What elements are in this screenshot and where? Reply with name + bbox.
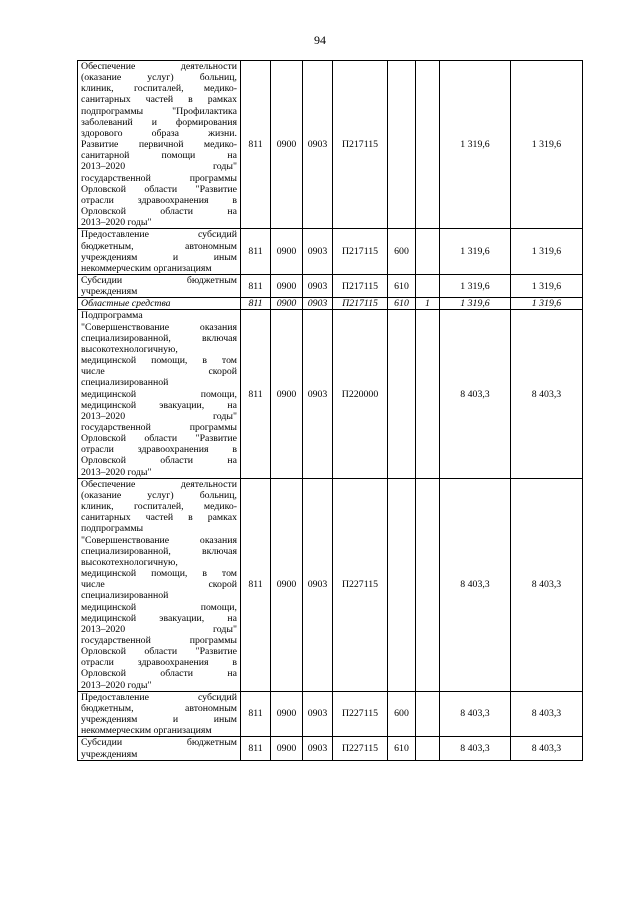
subsection-cell: 0903 — [303, 737, 333, 760]
amount-cell-2: 8 403,3 — [511, 478, 583, 691]
description-line: бюджетным, автономным — [81, 702, 237, 714]
table-row — [78, 274, 583, 297]
description-line: медицинской помощи, — [81, 388, 237, 400]
ved-cell: 811 — [241, 478, 271, 691]
target-article-cell: П227115 — [333, 737, 388, 760]
amount-cell-2: 1 319,6 — [511, 274, 583, 297]
amount-cell-2: 1 319,6 — [511, 229, 583, 275]
description-line: отрасли здравоохранения в — [81, 444, 237, 456]
description-line: санитарных частей в рамках — [81, 94, 237, 106]
description-line: числе скорой — [81, 366, 237, 378]
expense-type-cell: 610 — [388, 737, 416, 760]
description-line: Орловской области на — [81, 455, 237, 467]
description-line: здорового образа жизни. — [81, 127, 237, 139]
expense-type-cell: 600 — [388, 229, 416, 275]
description-cell — [78, 310, 241, 478]
source-cell — [416, 61, 440, 229]
target-article-cell: П217115 — [333, 229, 388, 275]
description-line: Субсидии бюджетным — [81, 274, 237, 286]
amount-cell: 1 319,6 — [440, 274, 511, 297]
source-cell — [416, 229, 440, 275]
description-line: Предоставление субсидий — [81, 691, 237, 703]
section-cell: 0900 — [271, 310, 303, 478]
amount-cell: 1 319,6 — [440, 61, 511, 229]
description-line: специализированной — [81, 377, 169, 389]
amount-cell-2: 1 319,6 — [511, 298, 583, 310]
amount-cell: 8 403,3 — [440, 310, 511, 478]
description-line: Подпрограмма — [81, 310, 143, 322]
amount-cell: 8 403,3 — [440, 478, 511, 691]
target-article-cell: П227115 — [333, 478, 388, 691]
description-line: Субсидии бюджетным — [81, 737, 237, 749]
table-row — [78, 478, 583, 691]
description-line: отрасли здравоохранения в — [81, 194, 237, 206]
subsection-cell: 0903 — [303, 229, 333, 275]
description-cell — [78, 478, 241, 691]
ved-cell: 811 — [241, 229, 271, 275]
description-line: Предоставление субсидий — [81, 229, 237, 241]
description-line: учреждениям и иным — [81, 714, 237, 726]
description-line: Орловской области "Развитие — [81, 183, 237, 195]
amount-cell: 8 403,3 — [440, 691, 511, 737]
description-line: клиник, госпиталей, медико- — [81, 83, 237, 95]
description-line: санитарных частей в рамках — [81, 512, 237, 524]
description-cell — [78, 274, 241, 297]
description-line: медицинской эвакуации, на — [81, 399, 237, 411]
description-line: государственной программы — [81, 634, 237, 646]
description-line: 2013–2020 годы" — [81, 217, 152, 229]
description-cell — [78, 691, 241, 737]
description-line: специализированной, включая — [81, 545, 237, 557]
description-line: "Совершенствование оказания — [81, 321, 237, 333]
amount-cell-2: 8 403,3 — [511, 310, 583, 478]
description-cell — [78, 298, 241, 310]
amount-cell-2: 8 403,3 — [511, 737, 583, 760]
description-line: государственной программы — [81, 422, 237, 433]
table-row — [78, 737, 583, 760]
description-line: Орловской области на — [81, 206, 237, 218]
section-cell: 0900 — [271, 298, 303, 310]
description-line: 2013–2020 годы" — [81, 410, 237, 422]
description-line: специализированной, включая — [81, 332, 237, 344]
budget-table — [77, 60, 583, 761]
source-cell — [416, 737, 440, 760]
description-line: Обеспечение деятельности — [81, 478, 237, 490]
ved-cell: 811 — [241, 298, 271, 310]
target-article-cell: П220000 — [333, 310, 388, 478]
page-number: 94 — [314, 33, 326, 47]
ved-cell: 811 — [241, 691, 271, 737]
expense-type-cell: 610 — [388, 274, 416, 297]
description-line: 2013–2020 годы" — [81, 466, 152, 478]
table-row — [78, 229, 583, 275]
description-line: учреждениям — [81, 286, 138, 298]
description-line: 2013–2020 годы" — [81, 679, 152, 691]
section-cell: 0900 — [271, 229, 303, 275]
ved-cell: 811 — [241, 61, 271, 229]
subsection-cell: 0903 — [303, 691, 333, 737]
ved-cell: 811 — [241, 274, 271, 297]
description-line: клиник, госпиталей, медико- — [81, 501, 237, 513]
description-line: "Совершенствование оказания — [81, 534, 237, 546]
table-row — [78, 298, 583, 310]
description-line: Орловской области "Развитие — [81, 433, 237, 445]
description-line: учреждениям и иным — [81, 251, 237, 263]
description-line: (оказание услуг) больниц, — [81, 489, 237, 501]
description-line: (оказание услуг) больниц, — [81, 72, 237, 84]
description-line: Орловской области "Развитие — [81, 646, 237, 658]
description-line: заболеваний и формирования — [81, 116, 237, 128]
table-row — [78, 310, 583, 478]
section-cell: 0900 — [271, 737, 303, 760]
target-article-cell: П217115 — [333, 298, 388, 310]
amount-cell: 1 319,6 — [440, 229, 511, 275]
description-line: медицинской помощи, в том — [81, 355, 237, 367]
description-line: учреждениям — [81, 748, 138, 760]
description-cell — [78, 229, 241, 275]
description-line: высокотехнологичную, — [81, 343, 178, 355]
section-cell: 0900 — [271, 478, 303, 691]
subsection-cell: 0903 — [303, 61, 333, 229]
description-line: подпрограммы "Профилактика — [81, 105, 237, 117]
description-line: числе скорой — [81, 579, 237, 591]
expense-type-cell — [388, 61, 416, 229]
description-line: Обеспечение деятельности — [81, 61, 237, 72]
description-line: некоммерческим организациям — [81, 725, 212, 737]
expense-type-cell — [388, 310, 416, 478]
table-row — [78, 691, 583, 737]
source-cell: 1 — [416, 298, 440, 310]
description-cell — [78, 737, 241, 760]
source-cell — [416, 274, 440, 297]
description-line: медицинской помощи, в том — [81, 568, 237, 580]
description-line: отрасли здравоохранения в — [81, 657, 237, 669]
source-cell — [416, 478, 440, 691]
description-line: государственной программы — [81, 172, 237, 184]
section-cell: 0900 — [271, 274, 303, 297]
section-cell: 0900 — [271, 691, 303, 737]
subsection-cell: 0903 — [303, 274, 333, 297]
description-line: Развитие первичной медико- — [81, 139, 237, 151]
amount-cell: 8 403,3 — [440, 737, 511, 760]
description-cell — [78, 61, 241, 229]
ved-cell: 811 — [241, 310, 271, 478]
expense-type-cell — [388, 478, 416, 691]
description-line: Орловской области на — [81, 668, 237, 680]
source-cell — [416, 691, 440, 737]
expense-type-cell: 600 — [388, 691, 416, 737]
description-line: бюджетным, автономным — [81, 240, 237, 252]
description-line: 2013–2020 годы" — [81, 623, 237, 635]
subsection-cell: 0903 — [303, 310, 333, 478]
description-line: 2013–2020 годы" — [81, 161, 237, 173]
table-row — [78, 61, 583, 229]
target-article-cell: П227115 — [333, 691, 388, 737]
ved-cell: 811 — [241, 737, 271, 760]
description-line: санитарной помощи на — [81, 150, 237, 162]
subsection-cell: 0903 — [303, 478, 333, 691]
description-line: специализированной — [81, 590, 169, 602]
description-line: высокотехнологичную, — [81, 556, 178, 568]
description-line: медицинской помощи, — [81, 601, 237, 613]
target-article-cell: П217115 — [333, 274, 388, 297]
source-cell — [416, 310, 440, 478]
subsection-cell: 0903 — [303, 298, 333, 310]
amount-cell-2: 8 403,3 — [511, 691, 583, 737]
amount-cell: 1 319,6 — [440, 298, 511, 310]
target-article-cell: П217115 — [333, 61, 388, 229]
expense-type-cell: 610 — [388, 298, 416, 310]
description-line: некоммерческим организациям — [81, 262, 212, 274]
description-line: Областные средства — [81, 298, 171, 310]
description-line: подпрограммы — [81, 523, 144, 535]
amount-cell-2: 1 319,6 — [511, 61, 583, 229]
description-line: медицинской эвакуации, на — [81, 612, 237, 624]
section-cell: 0900 — [271, 61, 303, 229]
